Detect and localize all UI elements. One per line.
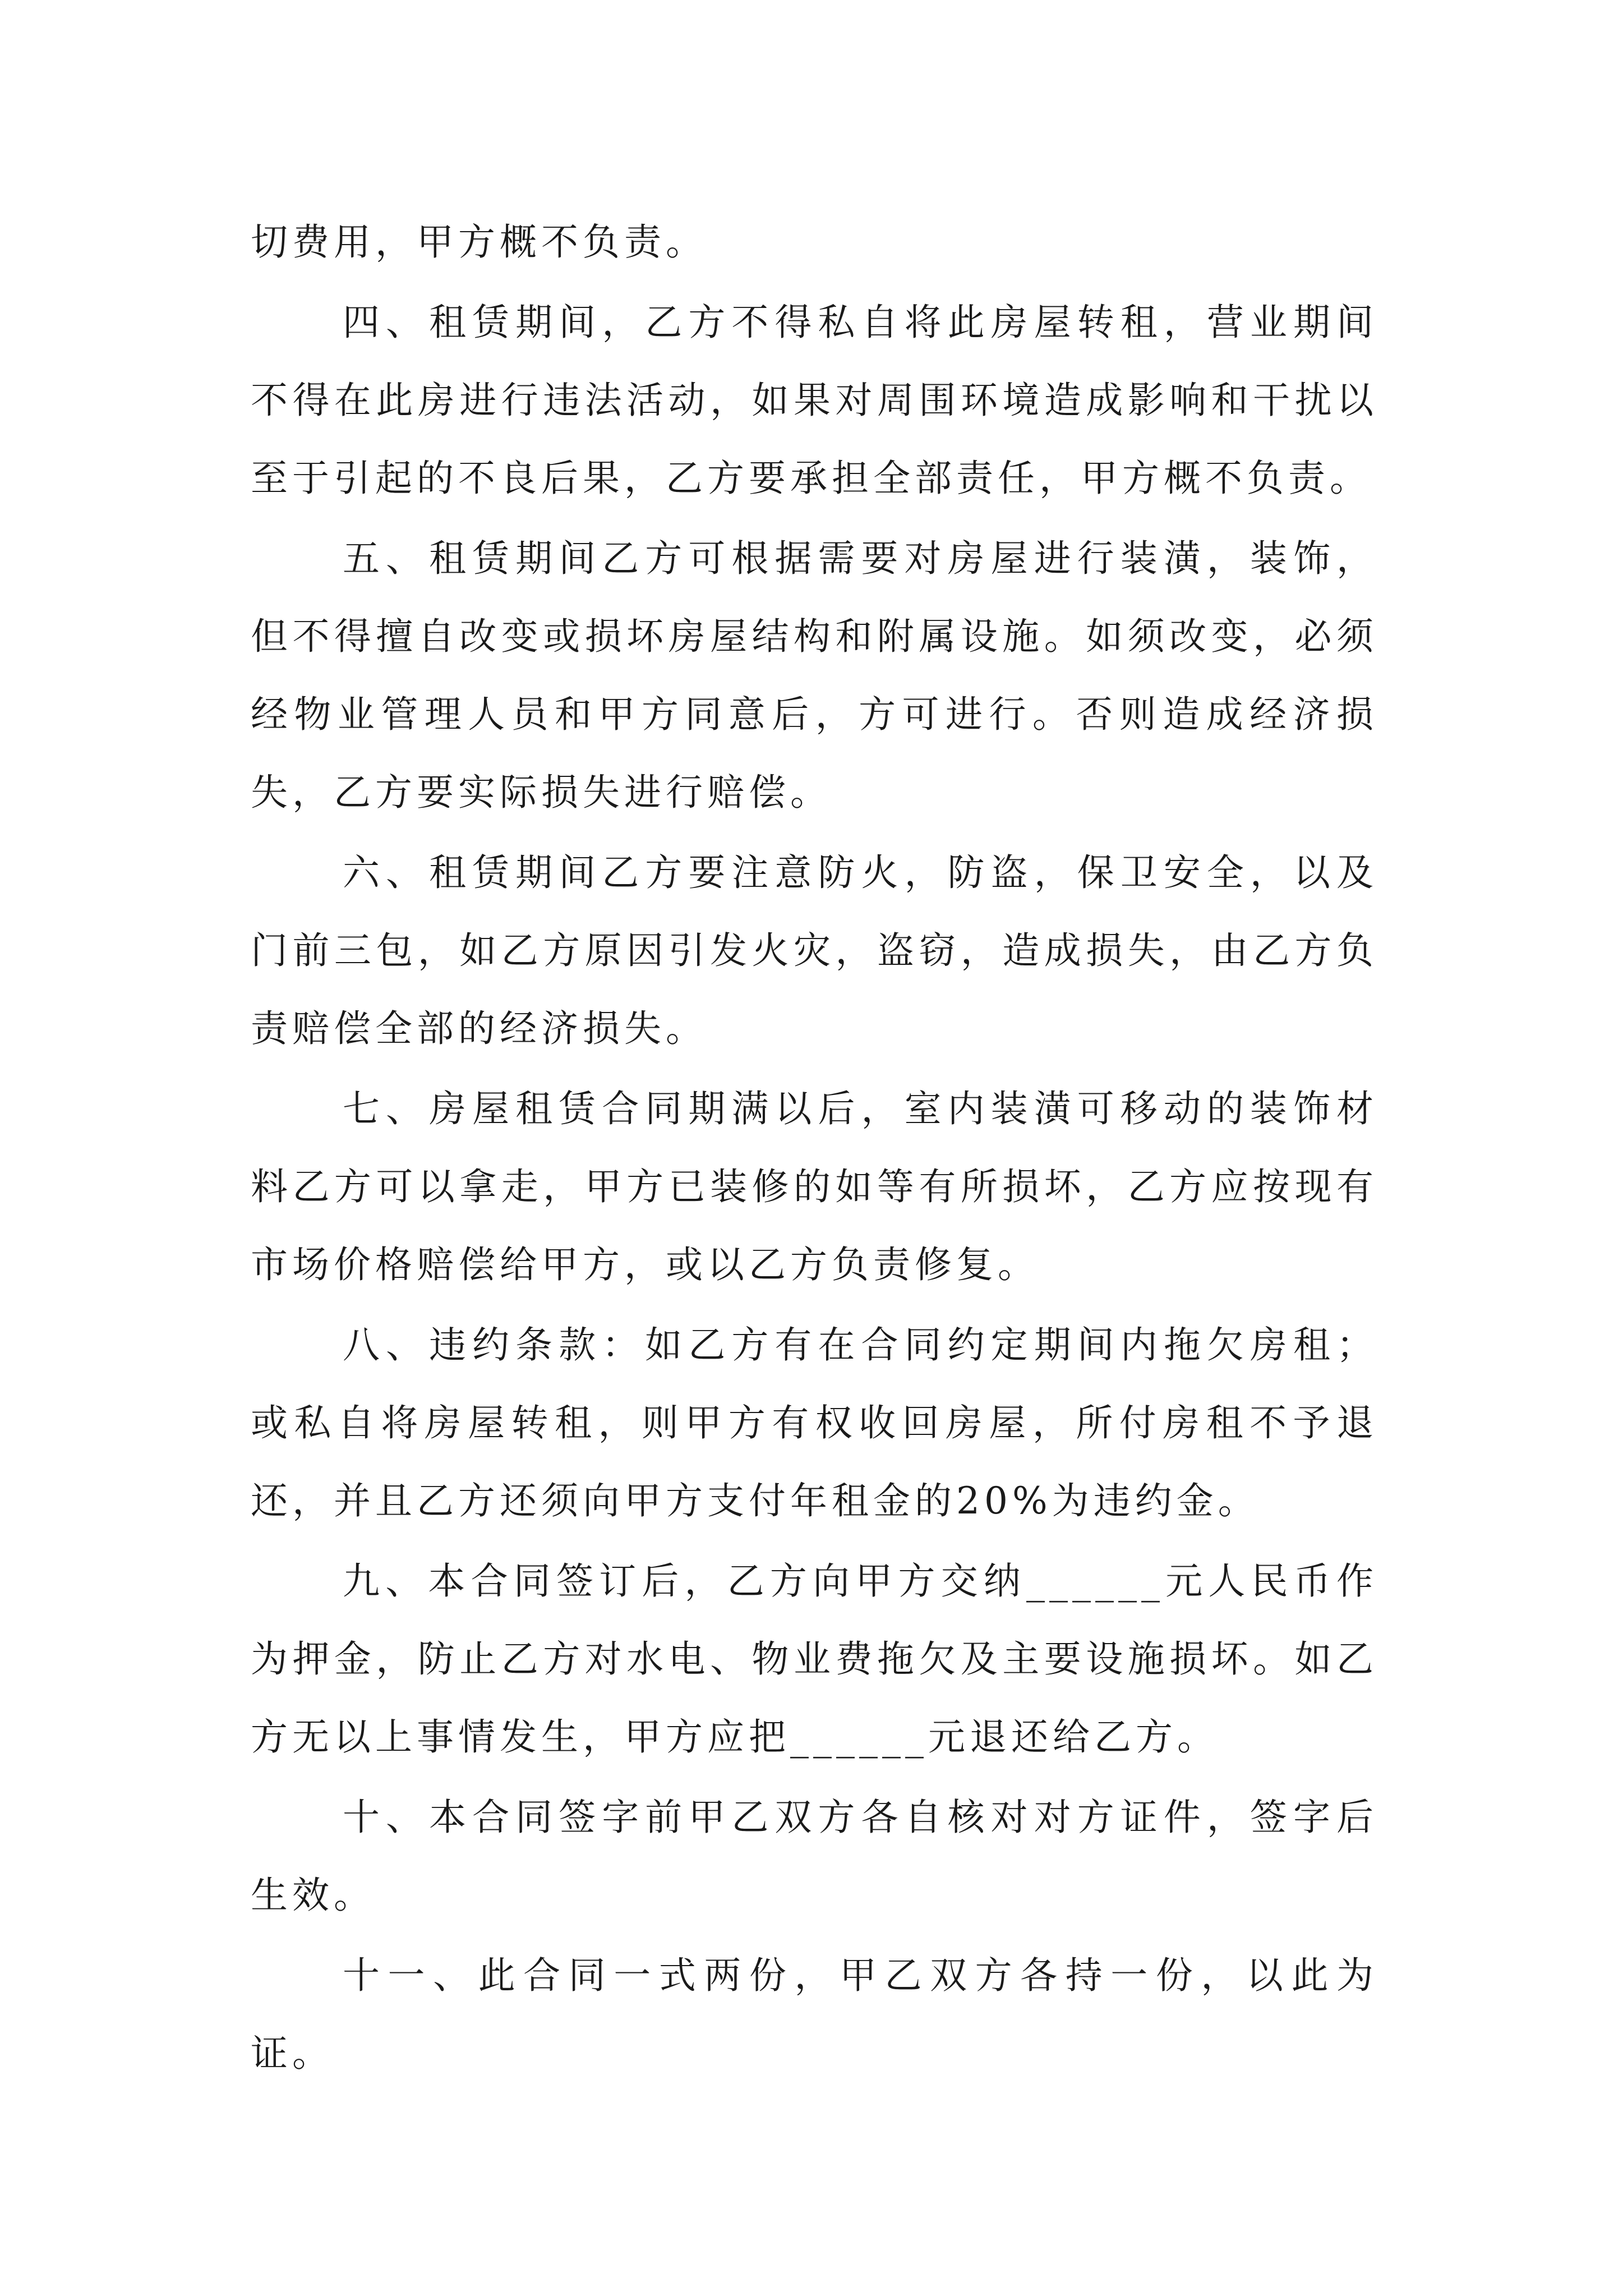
clause-8: 八、违约条款：如乙方有在合同约定期间内拖欠房租；或私自将房屋转租，则甲方有权收回房屋，所付房租不予退还，并且乙方还须向甲方支付年租金的20%为违约金。 xyxy=(251,1323,1378,1522)
contract-body xyxy=(251,203,1378,2092)
clause-7: 七、房屋租赁合同期满以后，室内装潢可移动的装饰材料乙方可以拿走，甲方已装修的如等有所损坏，乙方应按现有市场价格赔偿给甲方，或以乙方负责修复。 xyxy=(251,1087,1378,1286)
clause-5: 五、租赁期间乙方可根据需要对房屋进行装潢，装饰，但不得擅自改变或损坏房屋结构和附属设施。如须改变，必须经物业管理人员和甲方同意后，方可进行。否则造成经济损失，乙方要实际损失进行赔偿。 xyxy=(251,537,1378,814)
paragraph-continuation: 切费用，甲方概不负责。 xyxy=(251,220,707,264)
clause-9: 九、本合同签订后，乙方向甲方交纳______元人民币作为押金，防止乙方对水电、物业费拖欠及主要设施损坏。如乙方无以上事情发生，甲方应把______元退还给乙方。 xyxy=(251,1559,1378,1759)
clause-4: 四、租赁期间，乙方不得私自将此房屋转租，营业期间不得在此房进行违法活动，如果对周围环境造成影响和干扰以至于引起的不良后果，乙方要承担全部责任，甲方概不负责。 xyxy=(251,301,1378,500)
clause-10: 十、本合同签字前甲乙双方各自核对对方证件，签字后生效。 xyxy=(251,1796,1378,1917)
clause-11: 十一、此合同一式两份，甲乙双方各持一份，以此为证。 xyxy=(251,1954,1378,2075)
clause-6: 六、租赁期间乙方要注意防火，防盗，保卫安全，以及门前三包，如乙方原因引发火灾，盗窃，造成损失，由乙方负责赔偿全部的经济损失。 xyxy=(251,851,1378,1050)
